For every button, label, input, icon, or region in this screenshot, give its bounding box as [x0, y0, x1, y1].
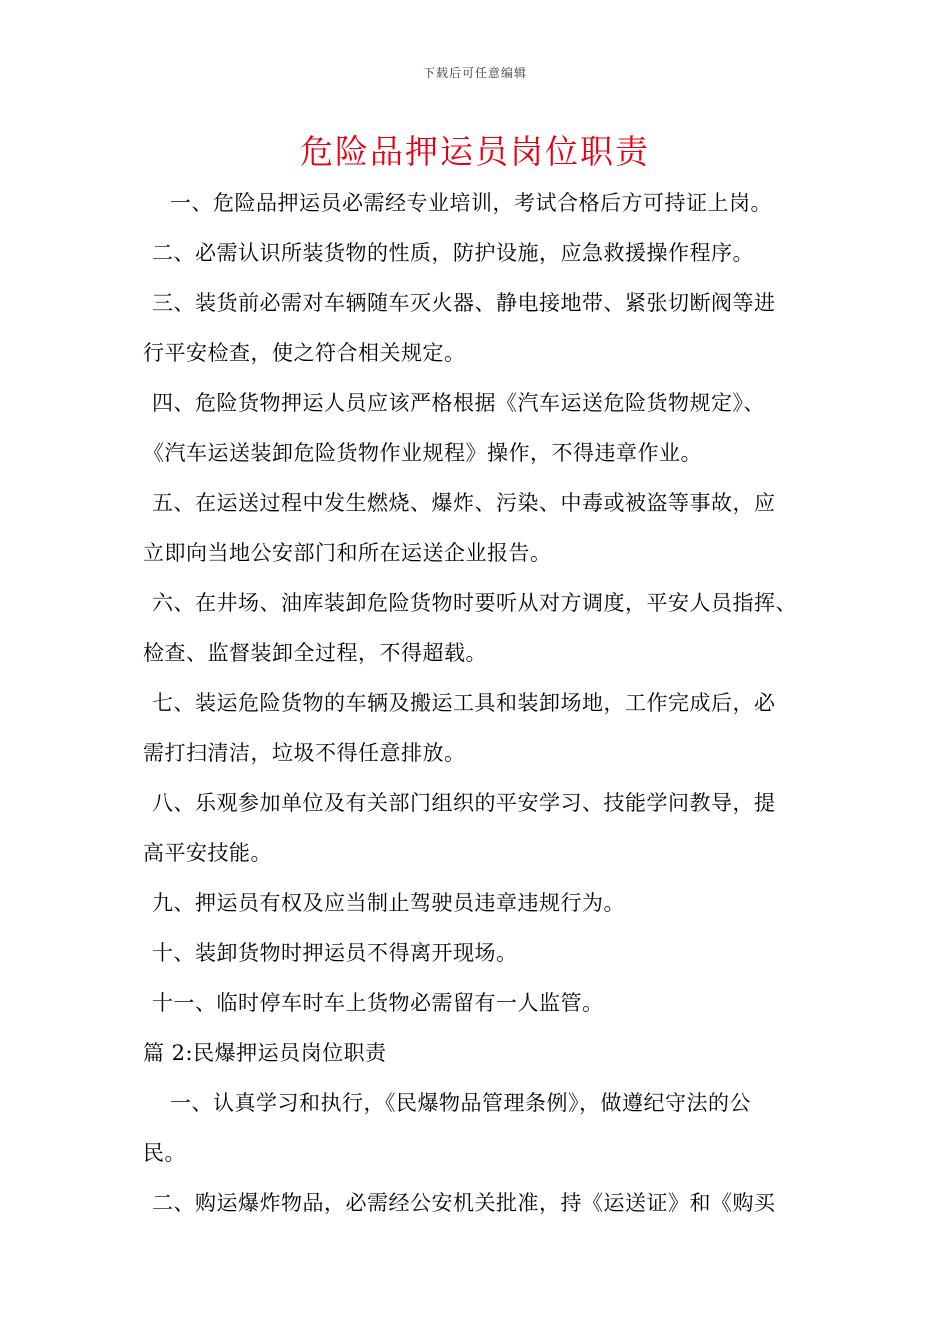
- paragraph-line: 立即向当地公安部门和所在运送企业报告。: [143, 541, 552, 565]
- paragraph-line: 民。: [143, 1141, 186, 1165]
- paragraph-line: 《汽车运送装卸危险货物作业规程》操作，不得违章作业。: [143, 441, 702, 465]
- section-heading: 篇 2:民爆押运员岗位职责: [143, 1041, 387, 1065]
- paragraph-line: 七、装运危险货物的车辆及搬运工具和装卸场地，工作完成后，必: [152, 691, 776, 715]
- paragraph-line: 需打扫清洁，垃圾不得任意排放。: [143, 741, 466, 765]
- paragraph-line: 二、必需认识所装货物的性质，防护设施，应急救援操作程序。: [152, 241, 754, 265]
- paragraph-line: 高平安技能。: [143, 841, 272, 865]
- paragraph-line: 二、购运爆炸物品，必需经公安机关批准，持《运送证》和《购买: [152, 1191, 776, 1215]
- paragraph-line: 一、认真学习和执行，《民爆物品管理条例》，做遵纪守法的公: [170, 1091, 751, 1115]
- paragraph-line: 六、在井场、油库装卸危险货物时要听从对方调度，平安人员指挥、: [152, 591, 797, 615]
- paragraph-line: 十一、临时停车时车上货物必需留有一人监管。: [152, 991, 604, 1015]
- document-body: [143, 178, 815, 1228]
- paragraph-line: 十、装卸货物时押运员不得离开现场。: [152, 941, 518, 965]
- paragraph-line: 三、装货前必需对车辆随车灭火器、静电接地带、紧张切断阀等进: [152, 291, 776, 315]
- paragraph-line: 四、危险货物押运人员应该严格根据《汽车运送危险货物规定》、: [152, 391, 765, 415]
- header-note: 下载后可任意编辑: [422, 66, 527, 80]
- paragraph-line: 行平安检查，使之符合相关规定。: [143, 341, 466, 365]
- paragraph-line: 一、危险品押运员必需经专业培训，考试合格后方可持证上岗。: [170, 191, 772, 215]
- paragraph-line: 五、在运送过程中发生燃烧、爆炸、污染、中毒或被盗等事故，应: [152, 491, 776, 515]
- document-title: 危险品押运员岗位职责: [300, 132, 650, 171]
- paragraph-line: 检查、监督装卸全过程，不得超载。: [143, 641, 487, 665]
- paragraph-line: 九、押运员有权及应当制止驾驶员违章违规行为。: [152, 891, 625, 915]
- paragraph-line: 八、乐观参加单位及有关部门组织的平安学习、技能学问教导，提: [152, 791, 776, 815]
